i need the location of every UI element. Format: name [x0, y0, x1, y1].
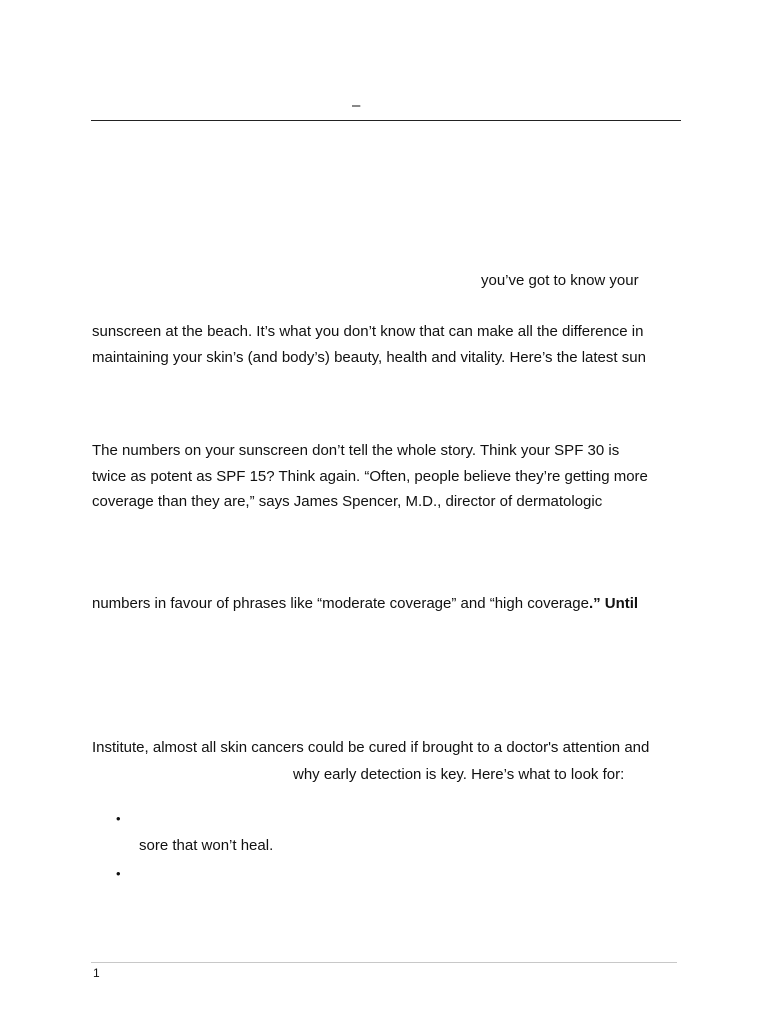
body-line-3: maintaining your skin’s (and body’s) beauty, health and vitality. Here’s the latest sun	[92, 349, 646, 366]
page-number: 1	[93, 966, 100, 980]
bullet-marker-1: •	[116, 811, 121, 826]
body-line-9: why early detection is key. Here’s what to look for:	[293, 766, 625, 783]
body-line-1: you’ve got to know your	[481, 272, 639, 289]
body-line-7-bold: .” Until	[588, 595, 639, 612]
footer-rule	[91, 962, 677, 963]
bullet-marker-2: •	[116, 866, 121, 881]
header-dash: –	[352, 97, 361, 114]
body-line-2: sunscreen at the beach. It’s what you don’t know that can make all the difference in	[92, 323, 644, 340]
header-rule	[91, 120, 681, 121]
body-line-5: twice as potent as SPF 15? Think again. “Often, people believe they’re getting more	[92, 468, 648, 485]
body-line-7	[92, 594, 638, 614]
body-line-6: coverage than they are,” says James Spencer, M.D., director of dermatologic	[92, 493, 603, 510]
body-line-8: Institute, almost all skin cancers could be cured if brought to a doctor's attention and	[92, 739, 650, 756]
bullet-item-1-text: sore that won’t heal.	[139, 837, 274, 854]
body-line-7-regular: numbers in favour of phrases like “moderate coverage” and “high coverage	[92, 595, 589, 612]
body-line-4: The numbers on your sunscreen don’t tell the whole story. Think your SPF 30 is	[92, 442, 620, 459]
